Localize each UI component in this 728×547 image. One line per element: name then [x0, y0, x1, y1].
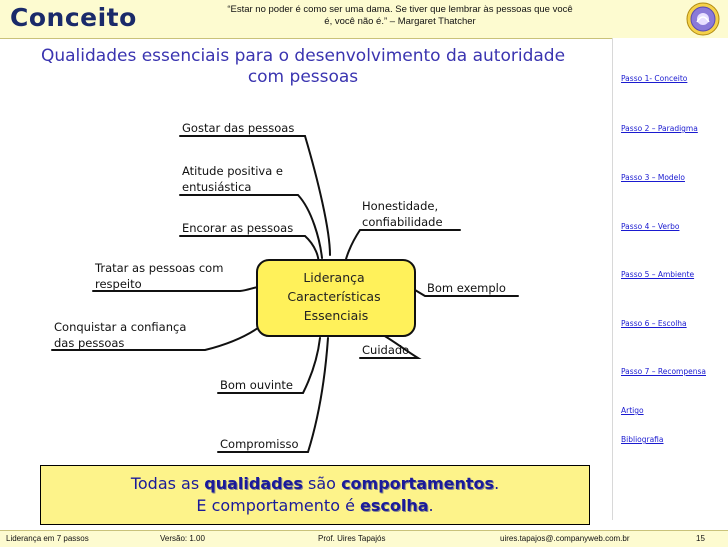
sidebar-link-passo-3[interactable]: Passo 3 – Modelo [621, 173, 685, 182]
sidebar-link-passo-5[interactable]: Passo 5 – Ambiente [621, 270, 695, 279]
branch-compromisso [218, 338, 328, 452]
node-conquistar: Conquistar a confiança das pessoas [54, 320, 187, 350]
sidebar-link-passo-1[interactable]: Passo 1- Conceito [621, 74, 688, 83]
node-bom-exemplo: Bom exemplo [427, 281, 506, 295]
conclusion-banner [40, 465, 590, 525]
highlight-comportamentos: comportamentos [341, 474, 495, 493]
node-encorar: Encorar as pessoas [182, 221, 294, 235]
node-bom-ouvinte: Bom ouvinte [220, 378, 293, 392]
sidebar-link-artigo[interactable]: Artigo [621, 406, 644, 415]
banner-line-2: E comportamento é escolha. [196, 496, 434, 515]
footer-version: Versão: 1.00 [160, 534, 205, 543]
slide-title [8, 46, 598, 88]
slide-section-title: Conceito [10, 3, 137, 32]
center-line-1: Liderança [303, 270, 365, 285]
sidebar-link-bibliografia[interactable]: Bibliografia [621, 435, 664, 444]
quote-line-1: “Estar no poder é como ser uma dama. Se tiver que lembrar às pessoas que você [227, 4, 573, 15]
sidebar-link-passo-6[interactable]: Passo 6 – Escolha [621, 319, 687, 328]
node-gostar: Gostar das pessoas [182, 121, 295, 135]
banner-line-1: Todas as qualidades são comportamentos. [130, 474, 500, 493]
node-honestidade: Honestidade, confiabilidade [362, 199, 443, 229]
node-compromisso: Compromisso [220, 437, 299, 451]
title-line-2: com pessoas [247, 67, 359, 87]
footer-page-number: 15 [696, 534, 705, 543]
header-bar [0, 0, 728, 39]
footer-author: Prof. Uires Tapajós [318, 534, 386, 543]
header-quote [200, 4, 600, 28]
center-line-3: Essenciais [303, 308, 369, 323]
highlight-qualidades: qualidades [204, 474, 303, 493]
sidebar-link-passo-4[interactable]: Passo 4 – Verbo [621, 222, 680, 231]
emblem-logo-icon [686, 2, 720, 36]
mind-map [0, 100, 612, 470]
sidebar-link-passo-7[interactable]: Passo 7 – Recompensa [621, 367, 706, 376]
footer-bar [0, 530, 728, 547]
title-line-1: Qualidades essenciais para o desenvolvimento da autoridade [40, 46, 566, 66]
highlight-escolha: escolha [360, 496, 429, 515]
sidebar-link-passo-2[interactable]: Passo 2 – Paradigma [621, 124, 698, 133]
footer-course: Liderança em 7 passos [6, 534, 89, 543]
node-tratar: Tratar as pessoas com respeito [95, 261, 224, 291]
footer-email: uires.tapajos@.companyweb.com.br [500, 534, 630, 543]
quote-line-2: é, você não é.” – Margaret Thatcher [324, 16, 476, 27]
sidebar-nav [612, 38, 728, 520]
node-atitude: Atitude positiva e entusiástica [182, 164, 284, 194]
center-line-2: Características [287, 289, 381, 304]
node-cuidado: Cuidado [362, 343, 410, 357]
